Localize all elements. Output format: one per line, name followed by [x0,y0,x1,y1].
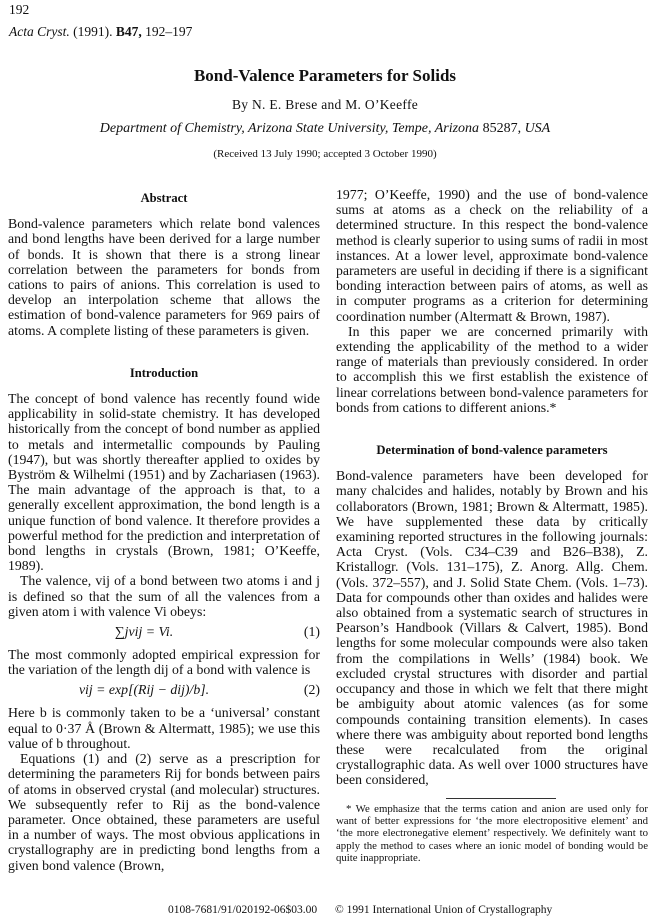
equation-2-number: (2) [303,682,320,698]
footnote-rule [446,798,556,799]
journal-pages: 192–197 [145,24,193,39]
copyright: © 1991 International Union of Crystallography [335,904,553,916]
equation-2 [8,680,320,702]
abstract-heading: Abstract [140,191,188,205]
journal-citation [9,24,192,40]
affiliation [0,121,650,137]
intro-paragraph-2: The valence, vij of a bond between two atoms i and j is defined so that the sum of all the valences from a given atom i with valence Vi obeys: [8,573,320,619]
abstract-text: Bond-valence parameters which relate bond valences and bond lengths have been derived for a large number of bonds. It is shown that there is a strong linear correlation between the parameters for bonds from cations to pairs of anions. This correlation is used to develop an interpolation scheme that allows the estimation of bond-valence parameters for 969 pairs of atoms. A complete listing of these parameters is given. [8,216,320,338]
paper-title: Bond-Valence Parameters for Solids [193,66,457,85]
journal-name: Acta Cryst. [9,24,70,39]
equation-1-number: (1) [303,624,320,640]
footnote: * We emphasize that the terms cation and anion are used only for want of better expressions for ‘the more electropositive element’ and ‘the more electronegative element’ respectively. We definitely want to apply the method to cases where an ionic model of bonding would be quite inappropriate. [336,802,648,865]
received-dates: (Received 13 July 1990; accepted 3 October 1990) [213,148,437,160]
continued-paragraph: 1977; O’Keeffe, 1990) and the use of bond-valence sums at atoms as a check on the reliability of a determined structure. In this respect the bond-valence method is clearly superior to using sums of radii in most instances. At a lower level, approximate bond-valence parameters are useful in deciding if there is a significant bonding interaction between pairs of atoms, as well as in computer programs as a criterion for determining coordination number (Altermatt & Brown, 1987). [336,187,648,324]
equation-2-expression: vij = exp[(Rij − dij)/b]. [78,682,210,698]
left-column [8,187,320,873]
intro-paragraph-3: The most commonly adopted empirical expression for the variation of the length dij of a bond with valence is [8,647,320,678]
determination-paragraph: Bond-valence parameters have been developed for many chalcides and halides, notably by Brown and his collaborators (Brown, 1981; Brown & Altermatt, 1985). We have supplemented these data by critically examining reported structures in the following journals: Acta Cryst. (Vols. C34–C39 and B26–B38), Z. Kristallogr. (Vols. 131–175), Z. Anorg. Allg. Chem. (Vols. 372–557), and J. Solid State Chem. (Vols. 1–73). Data for compounds other than oxides and halides were also obtained from a systematic search of structures in Pearson’s Handbook (Villars & Calvert, 1985). Bond lengths for some molecular compounds were also taken from the compilations in Wells’ (1984) book. We excluded crystal structures with disorder and partial occupancy and those in which we felt that there might be ambiguity about atomic valences (as for some compounds containing transition elements). In cases where there was ambiguity about reported bond lengths these were recalculated from the original crystallographic data. As well over 1000 structures have been considered, [336,468,648,788]
introduction-heading: Introduction [129,365,199,380]
intro-paragraph-5: Equations (1) and (2) serve as a prescription for determining the parameters Rij for bonds between pairs of atoms in observed crystal (and molecular) structures. We subsequently refer to Rij as the bond-valence parameter. Once obtained, these parameters are useful in a number of ways. The most obvious applications in crystallography are in predicting bond lengths from a given bond valence (Brown, [8,751,320,873]
intro-paragraph-4: Here b is commonly taken to be a ‘universal’ constant equal to 0·37 Å (Brown & Altermatt, 1985); we use this value of b throughout. [8,705,320,751]
affiliation-dept: Department of Chemistry, Arizona State University, Tempe, Arizona [99,121,480,136]
page-number: 192 [9,2,30,17]
equation-1-expression: ∑jvij = Vi. [114,624,174,640]
affiliation-zip: 85287, [482,121,522,136]
right-column [336,187,648,865]
paper-authors: By N. E. Brese and M. O’Keeffe [231,97,419,112]
article-code: 0108-7681/91/020192-06$03.00 [168,904,318,916]
equation-1 [8,622,320,644]
journal-volume: B47, [115,24,142,39]
intro-paragraph-1: The concept of bond valence has recently found wide applicability in solid-state chemistry. It has developed historically from the concept of bond number as applied to metals and intermetallic compounds by Pauling (1947), but was shortly thereafter applied to oxides by Byström & Wilhelmi (1951) and by Zachariasen (1963). The main advantage of the approach is that, to a generally excellent approximation, the bond length is a unique function of bond valence. It therefore provides a powerful method for the prediction and interpretation of bond lengths in crystals (Brown, 1981; O’Keeffe, 1989). [8,391,320,574]
scope-paragraph: In this paper we are concerned primarily with extending the applicability of the method to a wider range of materials than previously considered. In order to accomplish this we first establish the existence of linear correlations between bond-valence parameters for bonds from cations to different anions.* [336,323,648,415]
affiliation-country: USA [524,121,551,136]
journal-year: (1991). [73,24,113,39]
determination-heading: Determination of bond-valence parameters [376,443,608,458]
